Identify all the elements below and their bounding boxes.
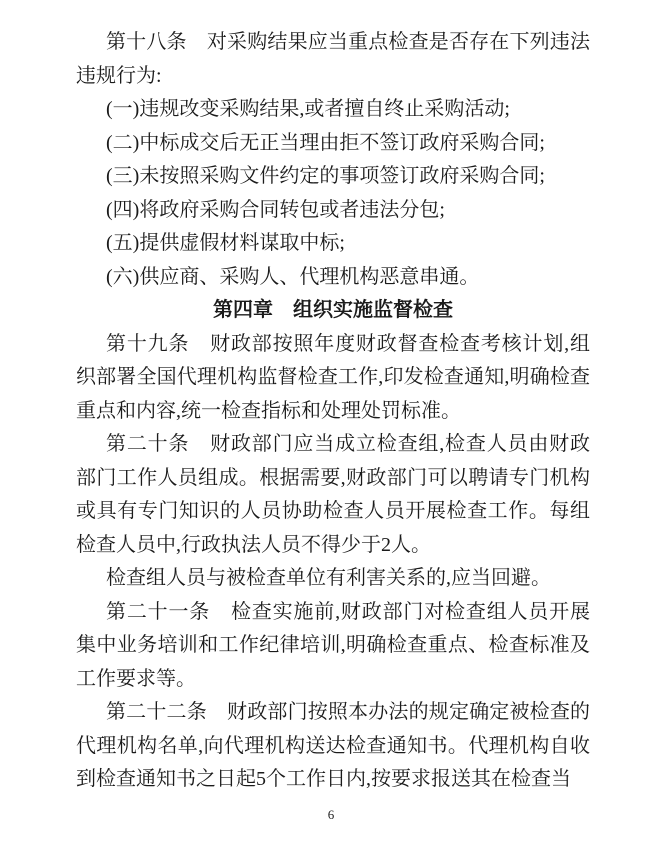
paragraph: (三)未按照采购文件约定的事项签订政府采购合同;	[106, 165, 545, 187]
paragraph: 检查组人员与被检查单位有利害关系的,应当回避。	[106, 567, 551, 589]
paragraph: 第十九条 财政部按照年度财政督查检查考核计划,组织部署全国代理机构监督检查工作,印发检查通知,明确检查重点和内容,统一检查指标和处理处罚标准。	[76, 332, 590, 422]
paragraph: 第二十条 财政部门应当成立检查组,检查人员由财政部门工作人员组成。根据需要,财政部门可以聘请专门机构或具有专门知识的人员协助检查人员开展检查工作。每组检查人员中,行政执法人员不得少于2人。	[76, 433, 590, 556]
paragraph: 第二十一条 检查实施前,财政部门对检查组人员开展集中业务培训和工作纪律培训,明确检查重点、检查标准及工作要求等。	[76, 600, 590, 690]
paragraph: (六)供应商、采购人、代理机构恶意串通。	[106, 265, 480, 288]
paragraph: (五)提供虚假材料谋取中标;	[106, 232, 345, 254]
chapter-heading: 第四章 组织实施监督检查	[213, 299, 453, 321]
paragraph: 第十八条 对采购结果应当重点检查是否存在下列违法违规行为:	[76, 31, 590, 87]
page-number: 6	[327, 807, 335, 822]
paragraph: (二)中标成交后无正当理由拒不签订政府采购合同;	[106, 131, 545, 154]
paragraph: (四)将政府采购合同转包或者违法分包;	[106, 198, 445, 221]
paragraph: 第二十二条 财政部门按照本办法的规定确定被检查的代理机构名单,向代理机构送达检查通知书。代理机构自收到检查通知书之日起5个工作日内,按要求报送其在检查当	[76, 701, 590, 790]
paragraph: (一)违规改变采购结果,或者擅自终止采购活动;	[106, 98, 510, 120]
